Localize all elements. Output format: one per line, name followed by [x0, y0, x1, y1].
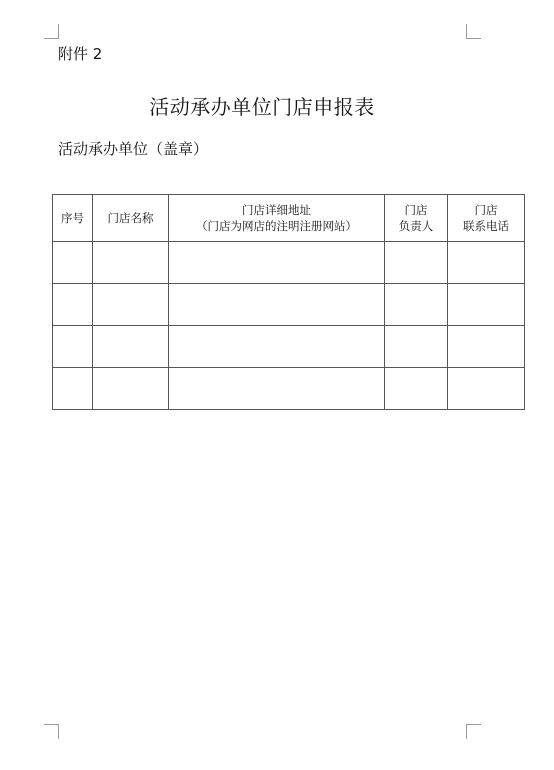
table-cell	[385, 242, 448, 284]
table-row	[53, 368, 525, 410]
table-cell	[53, 284, 93, 326]
table-cell	[169, 284, 385, 326]
table-cell	[169, 242, 385, 284]
table-row	[53, 326, 525, 368]
attachment-label: 附件 2	[58, 45, 103, 63]
table-cell	[169, 326, 385, 368]
crop-mark-bottom-right	[466, 724, 481, 739]
header-store-address: 门店详细地址 （门店为网店的注明注册网站）	[169, 195, 385, 242]
table-cell	[93, 284, 169, 326]
table-cell	[53, 368, 93, 410]
crop-mark-bottom-left	[44, 724, 59, 739]
crop-mark-top-left	[44, 24, 59, 39]
table-cell	[385, 368, 448, 410]
header-store-manager: 门店 负责人	[385, 195, 448, 242]
table-cell	[448, 242, 525, 284]
table-cell	[385, 284, 448, 326]
table-row	[53, 242, 525, 284]
table-cell	[53, 242, 93, 284]
organizer-unit-label: 活动承办单位（盖章）	[58, 140, 209, 158]
table-row	[53, 284, 525, 326]
table-cell	[93, 326, 169, 368]
table-cell	[385, 326, 448, 368]
header-serial-number: 序号	[53, 195, 93, 242]
store-declaration-table	[52, 194, 525, 410]
table-cell	[448, 326, 525, 368]
table-cell	[448, 284, 525, 326]
table-cell	[53, 326, 93, 368]
table-cell	[169, 368, 385, 410]
header-store-name: 门店名称	[93, 195, 169, 242]
table-cell	[93, 242, 169, 284]
page-title: 活动承办单位门店申报表	[149, 95, 375, 119]
table-cell	[448, 368, 525, 410]
table-header-row	[53, 195, 525, 242]
header-store-phone: 门店 联系电话	[448, 195, 525, 242]
crop-mark-top-right	[466, 24, 481, 39]
table-cell	[93, 368, 169, 410]
